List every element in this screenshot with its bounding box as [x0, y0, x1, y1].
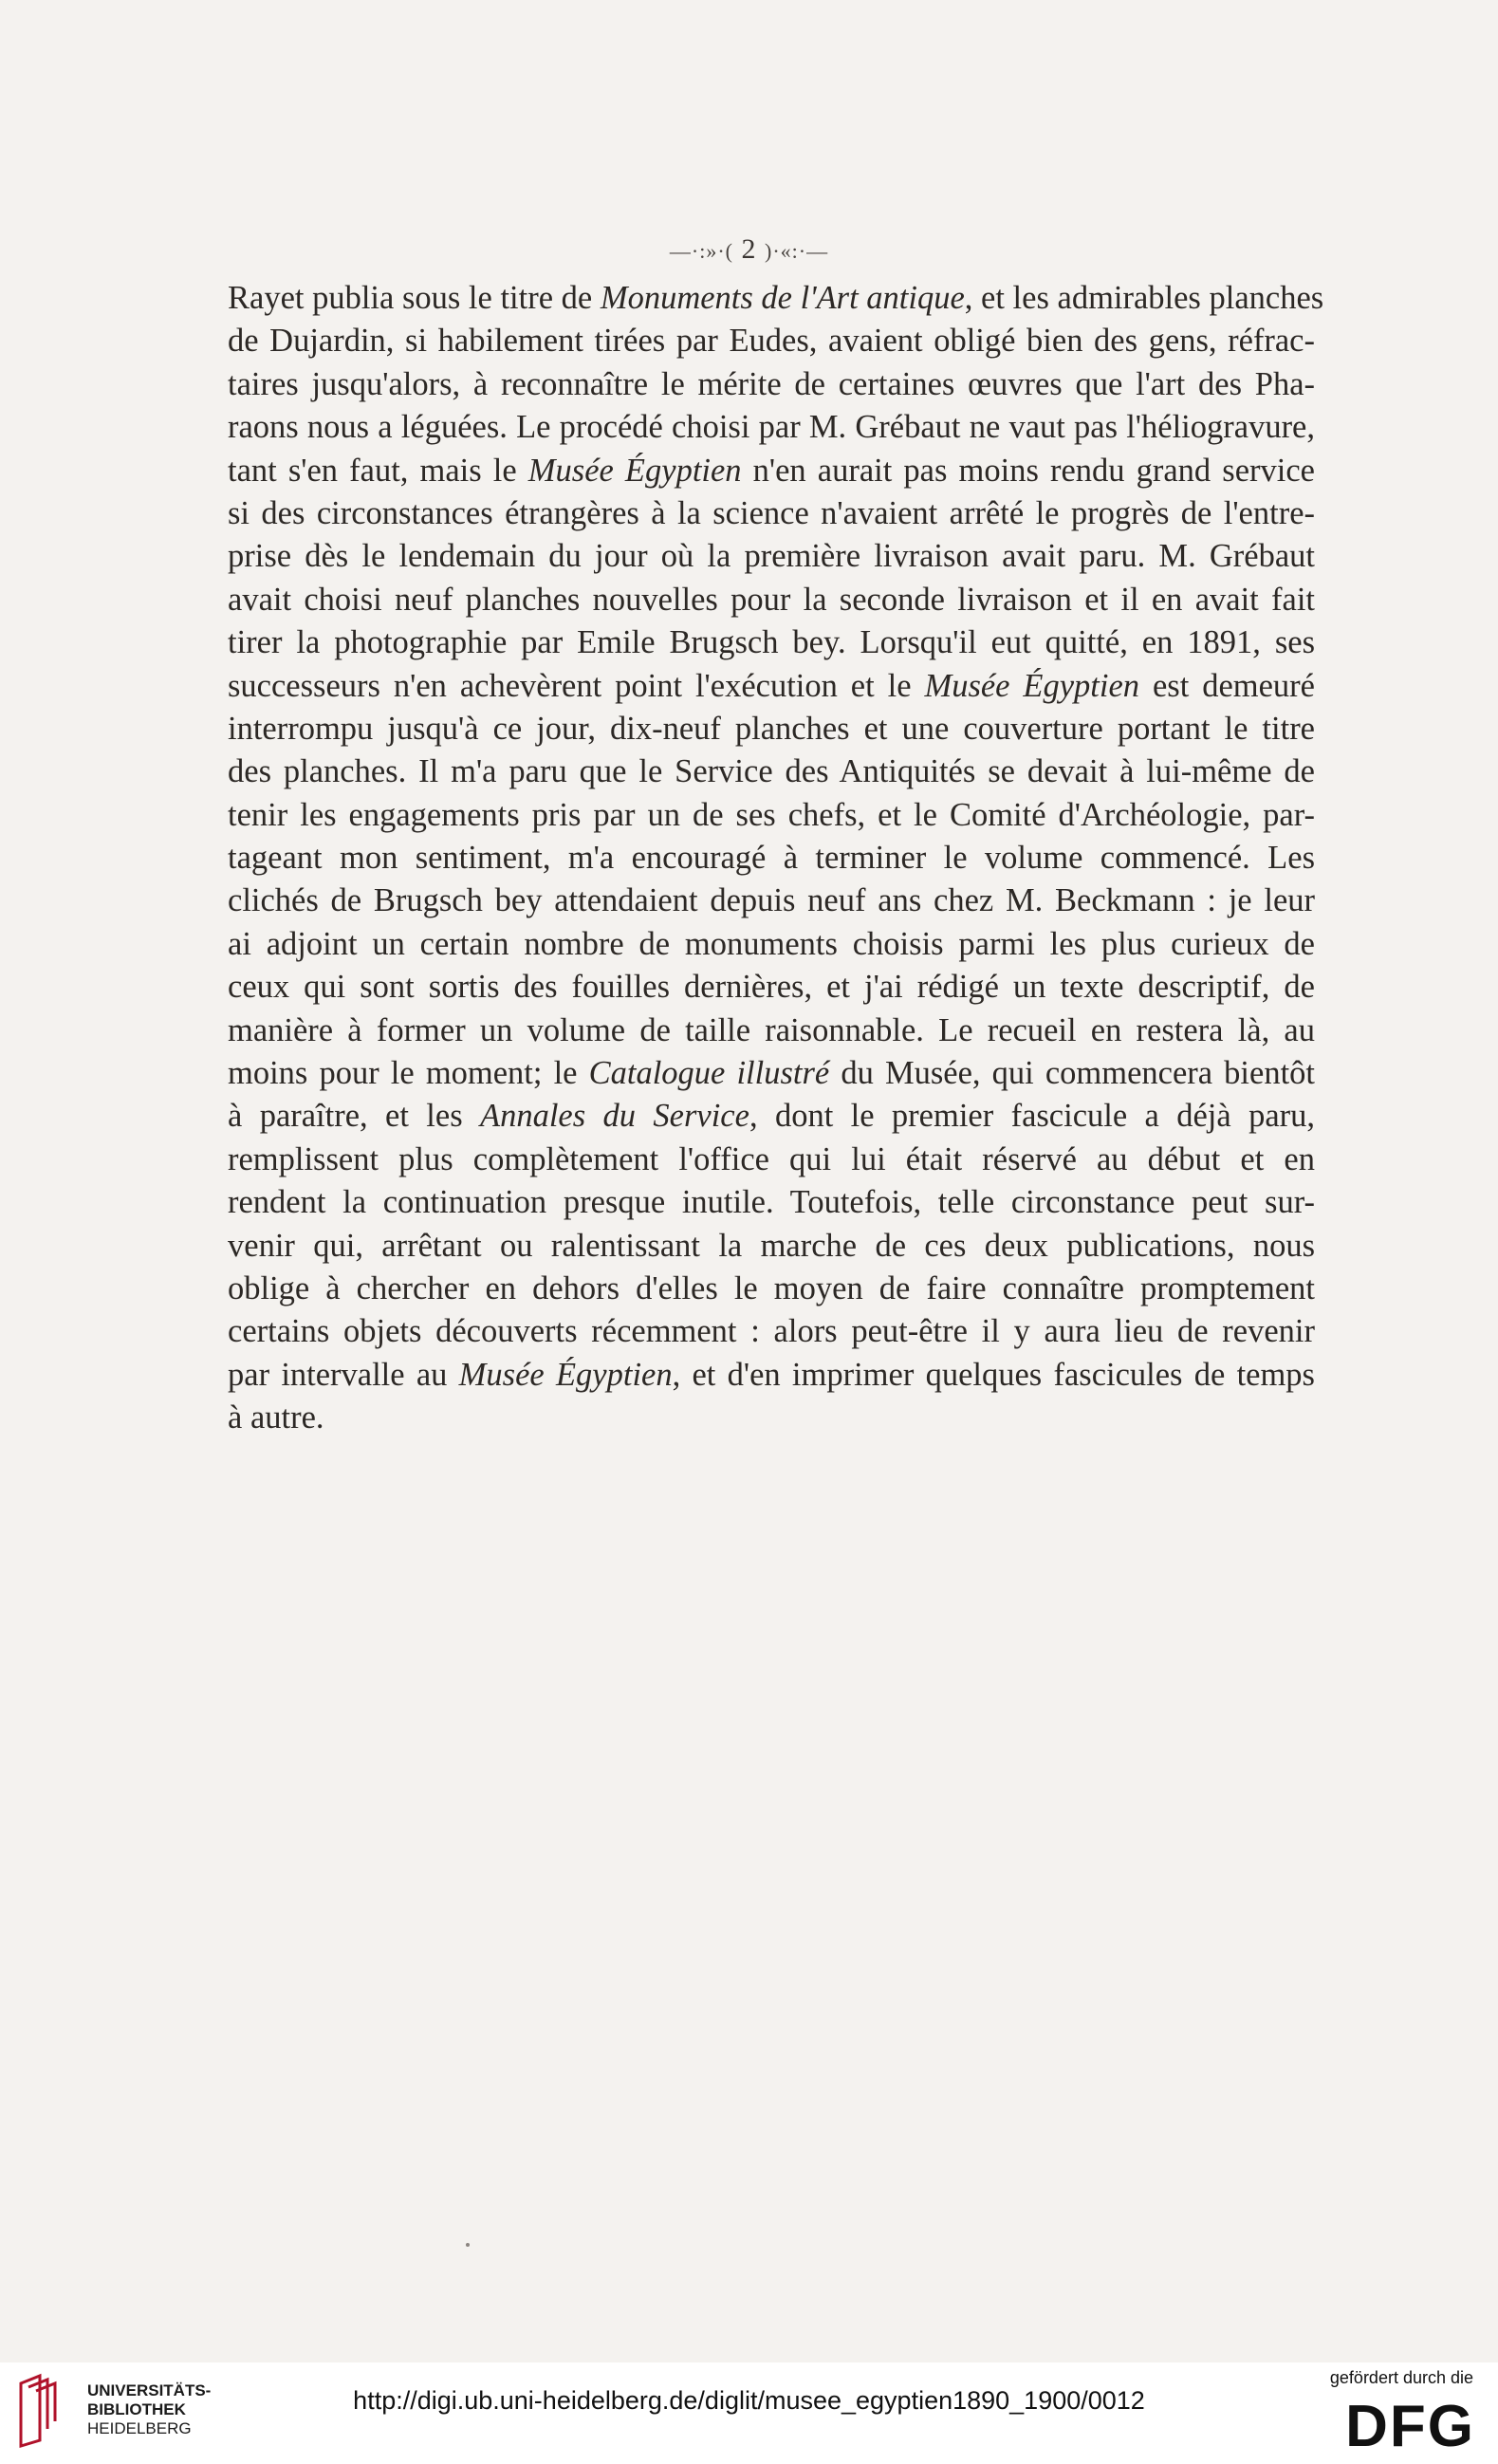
text-line: venir qui, arrêtant ou ralentissant la marche de ces deux publications, nous — [228, 1227, 1315, 1264]
text-line: rendent la continuation presque inutile. Toutefois, telle circonstance peut sur- — [228, 1184, 1315, 1221]
text-line: interrompu jusqu'à ce jour, dix-neuf planches et une couverture portant le titre — [228, 710, 1315, 747]
text-line: remplissent plus complètement l'office qui lui était réservé au début et en — [228, 1140, 1315, 1177]
page-number-header — [0, 233, 1498, 266]
italic-title: Catalogue illustré — [588, 1055, 830, 1092]
text-line: oblige à chercher en dehors d'elles le moyen de faire connaître promptement — [228, 1269, 1315, 1306]
library-line-2: BIBLIOTHEK — [87, 2400, 186, 2418]
text-line: à paraître, et les Annales du Service, dont le premier fascicule a déjà paru, — [228, 1098, 1315, 1135]
text-line: successeurs n'en achevèrent point l'exécution et le Musée Égyptien est demeuré — [228, 667, 1315, 704]
text-line: de Dujardin, si habilement tirées par Eudes, avaient obligé bien des gens, réfrac- — [228, 323, 1315, 360]
text-line: ai adjoint un certain nombre de monuments choisis parmi les plus curieux de — [228, 925, 1315, 962]
text-line: à autre. — [228, 1399, 324, 1436]
text-line: clichés de Brugsch bey attendaient depuis neuf ans chez M. Beckmann : je leur — [228, 882, 1315, 919]
paper-speck — [466, 2243, 470, 2247]
text-line: si des circonstances étrangères à la science n'avaient arrêté le progrès de l'entre- — [228, 494, 1315, 531]
italic-title: Annales du Service — [480, 1098, 749, 1135]
right-ornament: )·«:·— — [765, 239, 829, 263]
funder-caption: gefördert durch die — [1329, 2368, 1473, 2387]
text-line: moins pour le moment; le Catalogue illustré du Musée, qui commencera bientôt — [228, 1055, 1316, 1092]
body-paragraph — [228, 277, 1324, 1440]
text-line: tant s'en faut, mais le Musée Égyptien n'en aurait pas moins rendu grand service — [228, 452, 1315, 489]
text-line: tenir les engagements pris par un de ses chefs, et le Comité d'Archéologie, par- — [228, 796, 1315, 833]
library-line-1: UNIVERSITÄTS- — [87, 2381, 212, 2399]
source-url-link[interactable]: http://digi.ub.uni-heidelberg.de/diglit/musee_egyptien1890_1900/0012 — [353, 2386, 1145, 2415]
dfg-logo: DFG — [1345, 2394, 1475, 2459]
text-line: manière à former un volume de taille raisonnable. Le recueil en restera là, au — [228, 1011, 1315, 1048]
library-line-3: HEIDELBERG — [87, 2419, 192, 2437]
text-line: tageant mon sentiment, m'a encouragé à terminer le volume commencé. Les — [228, 840, 1315, 877]
text-line: taires jusqu'alors, à reconnaître le mérite de certaines œuvres que l'art des Pha- — [228, 365, 1315, 402]
left-ornament: —·:»·( — [669, 239, 733, 263]
text-line: des planches. Il m'a paru que le Service des Antiquités se devait à lui-même de — [228, 753, 1315, 790]
text-line: avait choisi neuf planches nouvelles pour la seconde livraison et il en avait fait — [228, 581, 1315, 618]
text-line: Rayet publia sous le titre de Monuments de l'Art antique, et les admirables planches — [228, 280, 1324, 316]
text-line: certains objets découverts récemment : alors peut-être il y aura lieu de revenir — [228, 1313, 1315, 1350]
text-line: tirer la photographie par Emile Brugsch bey. Lorsqu'il eut quitté, en 1891, ses — [228, 624, 1315, 661]
italic-title: Musée Égyptien — [458, 1356, 673, 1393]
text-line: raons nous a léguées. Le procédé choisi par M. Grébaut ne vaut pas l'héliogravure, — [228, 409, 1315, 446]
italic-title: Musée Égyptien — [924, 667, 1140, 704]
italic-title: Musée Égyptien — [527, 452, 742, 489]
text-line: par intervalle au Musée Égyptien, et d'en imprimer quelques fascicules de temps — [228, 1356, 1315, 1393]
page-number: 2 — [741, 233, 757, 265]
italic-title: Monuments de l'Art antique — [600, 280, 965, 316]
text-line: ceux qui sont sortis des fouilles dernières, et j'ai rédigé un texte descriptif, de — [228, 969, 1315, 1006]
text-line: prise dès le lendemain du jour où la première livraison avait paru. M. Grébaut — [228, 538, 1315, 575]
